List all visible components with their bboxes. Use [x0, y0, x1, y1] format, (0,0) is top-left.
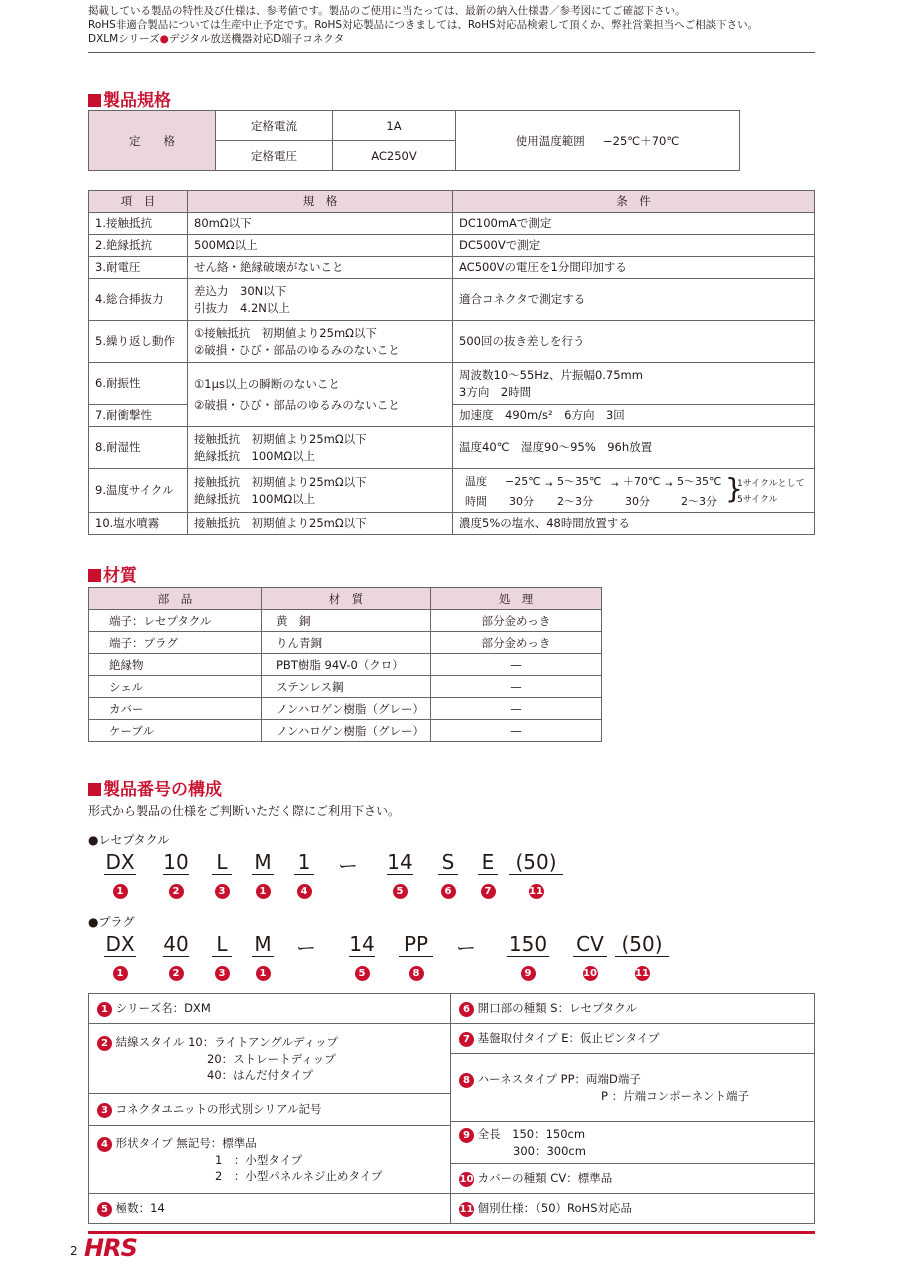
spec-item: 2.絶縁抵抗 — [89, 235, 188, 257]
ref-number-icon: 1 — [256, 966, 271, 981]
footer-rule — [88, 1231, 815, 1234]
hrs-logo: HRS — [84, 1234, 137, 1262]
cycle-m1: 30分 — [509, 494, 534, 508]
spec-title-text: 製品規格 — [103, 91, 171, 111]
explanation-text: 20：ストレートディップ — [207, 1052, 336, 1066]
explanation-text: 形状タイプ 無記号：標準品 — [115, 1136, 257, 1150]
cycle-t1: −25℃ — [505, 474, 541, 488]
token-text: 40 — [163, 932, 189, 956]
token-text: CV — [576, 932, 604, 956]
spec-item: 5.繰り返し動作 — [89, 321, 188, 363]
ref-number-icon: 8 — [409, 966, 424, 981]
part-number-title-text: 製品番号の構成 — [103, 780, 222, 800]
explanation-text: 300：300cm — [513, 1144, 586, 1158]
cycle-t4: 5〜35℃ — [677, 474, 722, 488]
code-token — [162, 850, 190, 899]
spec-condition: DC500Vで測定 — [453, 235, 815, 257]
token-text: (50) — [515, 850, 557, 874]
ref-number-icon: 3 — [215, 966, 230, 981]
material-section-title — [88, 561, 137, 586]
part-cell: ケーブル — [89, 720, 262, 742]
material-header-material: 材 質 — [262, 588, 431, 610]
finish-cell: — — [431, 654, 602, 676]
table-row — [89, 654, 602, 676]
underline — [252, 874, 274, 875]
code-token — [162, 932, 190, 981]
underline — [104, 874, 136, 875]
token-text: L — [216, 850, 228, 874]
square-icon — [88, 783, 101, 796]
cycle-m4: 2〜3分 — [681, 494, 717, 508]
explanation-2 — [89, 1024, 451, 1094]
arrow-icon: → — [665, 479, 673, 490]
ref-number-icon: 5 — [97, 1202, 112, 1217]
explanation-text: 結線スタイル 10：ライトアングルディップ — [115, 1035, 339, 1049]
plug-code — [0, 932, 900, 982]
explanation-text: P ：片端コンポーネント端子 — [601, 1089, 750, 1103]
separator-dash: ー — [456, 936, 476, 960]
spec-item: 10.塩水噴霧 — [89, 513, 188, 535]
token-text: M — [254, 850, 272, 874]
rated-voltage-value: AC250V — [333, 141, 456, 171]
cycle-t3: ＋70℃ — [623, 474, 661, 488]
underline — [509, 874, 563, 875]
spec-line: 引抜力 4.2N以上 — [194, 300, 290, 315]
token-text: 14 — [349, 932, 375, 956]
finish-cell: 部分金めっき — [431, 610, 602, 632]
spec-line: ②破損・ひび・部品のゆるみのないこと — [194, 397, 400, 412]
cond-line: 3方向 2時間 — [459, 384, 532, 399]
rating-label: 定 格 — [89, 111, 216, 171]
table-row — [89, 363, 815, 405]
ref-number-icon: 11 — [459, 1204, 474, 1215]
spec-header-item: 項 目 — [89, 191, 188, 213]
spec-item: 3.耐電圧 — [89, 257, 188, 279]
underline — [478, 874, 498, 875]
spec-value: 接触抵抗 初期値より25mΩ以下 — [188, 513, 453, 535]
part-number-section-title — [88, 775, 222, 800]
table-row — [89, 720, 602, 742]
spec-value-shared — [188, 363, 453, 427]
underline — [349, 956, 375, 957]
token-text: L — [216, 932, 228, 956]
code-token — [572, 932, 608, 981]
code-token — [251, 932, 275, 981]
code-token — [508, 850, 564, 899]
ref-number-icon: 9 — [521, 966, 536, 981]
explanation-text: 極数：14 — [115, 1201, 165, 1215]
underline — [615, 956, 669, 957]
code-token — [251, 850, 275, 899]
rated-voltage-label: 定格電圧 — [216, 141, 333, 171]
explanation-3 — [89, 1094, 451, 1126]
code-token — [386, 850, 414, 899]
ref-number-icon: 1 — [97, 1002, 112, 1017]
cond-line: 周波数10〜55Hz、片振幅0.75mm — [459, 367, 643, 382]
ref-number-icon: 6 — [441, 884, 456, 899]
explanation-table — [88, 993, 815, 1224]
explanation-text: 2 ：小型パネルネジ止めタイプ — [215, 1169, 383, 1183]
underline — [573, 956, 607, 957]
token-text: (50) — [621, 932, 663, 956]
spec-value: せん絡・絶縁破壊がないこと — [188, 257, 453, 279]
ref-number-icon: 9 — [459, 1128, 474, 1143]
table-row — [89, 213, 815, 235]
ref-number-icon: 7 — [481, 884, 496, 899]
table-row — [89, 279, 815, 321]
spec-condition: 500回の抜き差しを行う — [453, 321, 815, 363]
spec-item: 9.温度サイクル — [89, 469, 188, 513]
spec-line: 差込力 30N以下 — [194, 283, 287, 298]
cycle-m3: 30分 — [625, 494, 650, 508]
ref-number-icon: 6 — [459, 1002, 474, 1017]
material-cell: ノンハロゲン樹脂（グレー） — [262, 698, 431, 720]
page-number: 2 — [70, 1244, 78, 1258]
underline — [212, 956, 232, 957]
code-token — [477, 850, 499, 899]
spec-value: 500MΩ以上 — [188, 235, 453, 257]
cycle-time-label: 時間 — [465, 494, 487, 508]
brace-icon: } — [725, 471, 743, 505]
material-title-text: 材質 — [103, 566, 137, 586]
table-row — [89, 698, 602, 720]
explanation-text: コネクタユニットの形式別シリアル記号 — [115, 1102, 322, 1116]
header-divider — [88, 52, 815, 53]
spec-line: ②破損・ひび・部品のゆるみのないこと — [194, 342, 400, 357]
token-text: 150 — [508, 932, 548, 956]
token-text: PP — [403, 932, 429, 956]
rating-table — [88, 110, 740, 171]
part-number-subtitle: 形式から製品の仕様をご判断いただく際にご利用下さい。 — [88, 804, 401, 818]
part-cell: シェル — [89, 676, 262, 698]
arrow-icon: → — [611, 479, 619, 490]
header-series — [88, 32, 344, 46]
cycle-note-2: 5サイクル — [737, 494, 778, 505]
arrow-icon: → — [545, 479, 553, 490]
separator-dash: ー — [338, 854, 358, 878]
temp-cycle-condition — [453, 469, 815, 513]
finish-cell: 部分金めっき — [431, 632, 602, 654]
spec-section-title — [88, 86, 171, 111]
table-row — [89, 257, 815, 279]
underline — [104, 956, 136, 957]
token-text: DX — [105, 932, 135, 956]
material-cell: ノンハロゲン樹脂（グレー） — [262, 720, 431, 742]
explanation-1 — [89, 994, 451, 1024]
underline — [399, 956, 433, 957]
cycle-temp-label: 温度 — [465, 474, 487, 488]
ref-number-icon: 8 — [459, 1073, 474, 1088]
square-icon — [88, 94, 101, 107]
ref-number-icon: 2 — [97, 1036, 112, 1051]
part-cell: 絶縁物 — [89, 654, 262, 676]
explanation-7 — [451, 1024, 815, 1054]
material-cell: PBT樹脂 94V-0（クロ） — [262, 654, 431, 676]
code-token — [506, 932, 550, 981]
spec-line: 接触抵抗 初期値より25mΩ以下 — [194, 431, 367, 446]
square-icon — [88, 569, 101, 582]
cycle-t2: 5〜35℃ — [557, 474, 602, 488]
material-cell: ステンレス鋼 — [262, 676, 431, 698]
token-text: 14 — [387, 850, 413, 874]
explanation-text: 全長 150：150cm — [477, 1127, 586, 1141]
underline — [163, 874, 189, 875]
explanation-10 — [451, 1164, 815, 1194]
receptacle-code — [0, 850, 900, 900]
material-header-part: 部 品 — [89, 588, 262, 610]
underline — [294, 874, 314, 875]
spec-value — [188, 427, 453, 469]
code-token — [437, 850, 459, 899]
header-notice-2: RoHS非適合製品については生産中止予定です。RoHS対応製品につきましては、RoHS対応品検索して頂くか、弊社営業担当へご相談下さい。 — [88, 19, 759, 31]
ref-number-icon: 10 — [583, 968, 597, 979]
table-row — [89, 610, 602, 632]
spec-header-spec: 規 格 — [188, 191, 453, 213]
spec-item: 4.総合挿抜力 — [89, 279, 188, 321]
spec-value — [188, 469, 453, 513]
spec-condition: AC500Vの電圧を1分間印加する — [453, 257, 815, 279]
underline — [163, 956, 189, 957]
material-table — [88, 587, 602, 742]
table-row — [89, 427, 815, 469]
explanation-11 — [451, 1194, 815, 1224]
underline — [387, 874, 413, 875]
ref-number-icon: 2 — [169, 884, 184, 899]
ref-number-icon: 7 — [459, 1032, 474, 1047]
code-token — [211, 850, 233, 899]
part-cell: 端子：レセプタクル — [89, 610, 262, 632]
ref-number-icon: 1 — [256, 884, 271, 899]
spec-value — [188, 279, 453, 321]
material-cell: 黄 銅 — [262, 610, 431, 632]
temp-label: 使用温度範囲 — [515, 133, 585, 148]
explanation-text: カバーの種類 CV：標準品 — [477, 1171, 613, 1185]
code-token — [348, 932, 376, 981]
ref-number-icon: 5 — [393, 884, 408, 899]
spec-condition: 適合コネクタで測定する — [453, 279, 815, 321]
ref-number-icon: 4 — [97, 1137, 112, 1152]
code-token — [211, 932, 233, 981]
underline — [212, 874, 232, 875]
spec-value: 80mΩ以下 — [188, 213, 453, 235]
underline — [507, 956, 549, 957]
cycle-note-1: 1サイクルとして — [737, 478, 805, 489]
cycle-m2: 2〜3分 — [557, 494, 593, 508]
spec-value — [188, 321, 453, 363]
explanation-text: 1 ：小型タイプ — [215, 1153, 303, 1167]
token-text: 10 — [163, 850, 189, 874]
token-text: E — [481, 850, 495, 874]
token-text: 1 — [297, 850, 311, 874]
ref-number-icon: 3 — [97, 1103, 112, 1118]
temp-value: −25℃＋70℃ — [603, 133, 680, 148]
spec-condition: DC100mAで測定 — [453, 213, 815, 235]
material-cell: りん青銅 — [262, 632, 431, 654]
underline — [252, 956, 274, 957]
header-notice-1: 掲載している製品の特性及び仕様は、参考値です。製品のご使用に当たっては、最新の納入仕様書／参考図にてご確認下さい。 — [88, 5, 686, 17]
token-text: M — [254, 932, 272, 956]
ref-number-icon: 5 — [355, 966, 370, 981]
ref-number-icon: 10 — [459, 1174, 474, 1185]
separator-dash: ー — [296, 936, 316, 960]
spec-line: ①1μs以上の瞬断のないこと — [194, 376, 340, 391]
series-title: デジタル放送機器対応D端子コネクタ — [168, 33, 345, 45]
code-token — [398, 932, 434, 981]
token-text: S — [441, 850, 455, 874]
part-cell: 端子：プラグ — [89, 632, 262, 654]
explanation-text: 基盤取付タイプ E：仮止ピンタイプ — [477, 1031, 660, 1045]
ref-number-icon: 11 — [635, 968, 649, 979]
spec-line: 絶縁抵抗 100MΩ以上 — [194, 448, 316, 463]
spec-condition: 加速度 490m/s² 6方向 3回 — [453, 405, 815, 427]
bullet-icon: ● — [159, 33, 169, 45]
series-name: DXLMシリーズ — [88, 33, 160, 45]
explanation-text: シリーズ名：DXM — [115, 1001, 211, 1015]
table-row — [89, 469, 815, 513]
spec-item: 6.耐振性 — [89, 363, 188, 405]
code-token — [103, 850, 137, 899]
spec-line: 接触抵抗 初期値より25mΩ以下 — [194, 474, 367, 489]
finish-cell: — — [431, 676, 602, 698]
spec-header-cond: 条 件 — [453, 191, 815, 213]
ref-number-icon: 11 — [529, 886, 543, 897]
explanation-5 — [89, 1194, 451, 1224]
operating-temperature — [456, 111, 740, 171]
spec-line: 絶縁抵抗 100MΩ以上 — [194, 491, 316, 506]
explanation-4 — [89, 1126, 451, 1194]
table-row — [89, 321, 815, 363]
spec-condition: 温度40℃ 湿度90〜95% 96h放置 — [453, 427, 815, 469]
plug-label: ●プラグ — [88, 915, 135, 929]
spec-condition: 濃度5%の塩水、48時間放置する — [453, 513, 815, 535]
explanation-8 — [451, 1054, 815, 1122]
ref-number-icon: 4 — [297, 884, 312, 899]
underline — [438, 874, 458, 875]
part-cell: カバー — [89, 698, 262, 720]
explanation-text: 開口部の種類 S：レセプタクル — [477, 1001, 637, 1015]
explanation-text: 40：はんだ付タイプ — [207, 1068, 314, 1082]
ref-number-icon: 1 — [113, 884, 128, 899]
explanation-9 — [451, 1122, 815, 1164]
code-token — [293, 850, 315, 899]
table-row — [89, 235, 815, 257]
rated-current-label: 定格電流 — [216, 111, 333, 141]
token-text: DX — [105, 850, 135, 874]
ref-number-icon: 3 — [215, 884, 230, 899]
ref-number-icon: 1 — [113, 966, 128, 981]
spec-item: 8.耐湿性 — [89, 427, 188, 469]
explanation-text: 個別仕様：（50）RoHS対応品 — [477, 1201, 632, 1215]
spec-item: 7.耐衝撃性 — [89, 405, 188, 427]
finish-cell: — — [431, 698, 602, 720]
spec-table — [88, 190, 815, 535]
code-token — [614, 932, 670, 981]
table-row — [89, 676, 602, 698]
spec-item: 1.接触抵抗 — [89, 213, 188, 235]
table-row — [89, 513, 815, 535]
ref-number-icon: 2 — [169, 966, 184, 981]
spec-line: ①接触抵抗 初期値より25mΩ以下 — [194, 325, 377, 340]
spec-condition — [453, 363, 815, 405]
material-header-finish: 処 理 — [431, 588, 602, 610]
table-row — [89, 632, 602, 654]
rated-current-value: 1A — [333, 111, 456, 141]
code-token — [103, 932, 137, 981]
explanation-6 — [451, 994, 815, 1024]
explanation-text: ハーネスタイプ PP：両端D端子 — [477, 1072, 641, 1086]
receptacle-label: ●レセプタクル — [88, 833, 170, 847]
finish-cell: — — [431, 720, 602, 742]
